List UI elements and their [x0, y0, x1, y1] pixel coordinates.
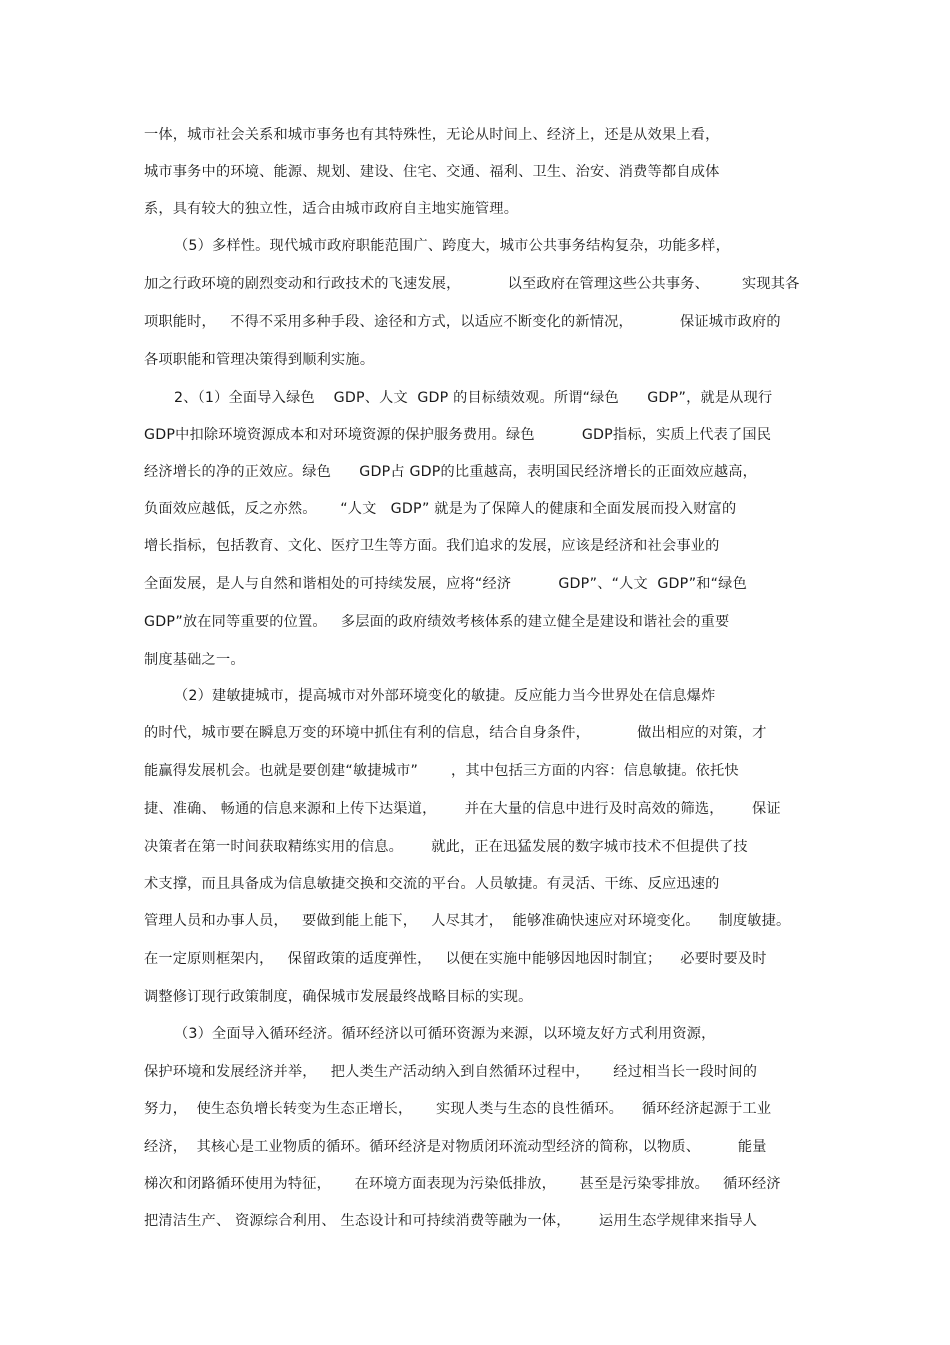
text-line: 管理人员和办事人员， 要做到能上能下， 人尽其才， 能够准确快速应对环境变化。 制度敏捷。 — [144, 913, 791, 929]
text-line: （3）全面导入循环经济。循环经济以可循环资源为来源，以环境友好方式利用资源， — [174, 1026, 716, 1042]
text-line: 在一定原则框架内， 保留政策的适度弹性， 以便在实施中能够因地因时制宜； 必要时要及时 — [144, 951, 767, 967]
text-line: 把清洁生产、 资源综合利用、 生态设计和可持续消费等融为一体， 运用生态学规律来指导人 — [144, 1213, 758, 1229]
text-line: 一体，城市社会关系和城市事务也有其特殊性，无论从时间上、经济上，还是从效果上看， — [144, 127, 720, 143]
text-line: GDP”放在同等重要的位置。 多层面的政府绩效考核体系的建立健全是建设和谐社会的重要 — [144, 614, 730, 630]
text-line: 系，具有较大的独立性，适合由城市政府自主地实施管理。 — [144, 201, 519, 217]
text-line: 努力， 使生态负增长转变为生态正增长， 实现人类与生态的良性循环。 循环经济起源于工业 — [144, 1101, 772, 1117]
text-line: 各项职能和管理决策得到顺利实施。 — [144, 352, 375, 368]
text-line: 经济， 其核心是工业物质的循环。循环经济是对物质闭环流动型经济的简称，以物质、 能量 — [144, 1139, 767, 1155]
text-line: 调整修订现行政策制度，确保城市发展最终战略目标的实现。 — [144, 989, 533, 1005]
text-line: （5）多样性。现代城市政府职能范围广、跨度大，城市公共事务结构复杂，功能多样， — [174, 238, 730, 254]
text-line: 制度基础之一。 — [144, 652, 245, 668]
text-line: 梯次和闭路循环使用为特征， 在环境方面表现为污染低排放， 甚至是污染零排放。 循环经济 — [144, 1176, 781, 1192]
text-line: 项职能时， 不得不采用多种手段、途径和方式，以适应不断变化的新情况， 保证城市政府的 — [144, 314, 781, 330]
text-line: 经济增长的净的正效应。绿色 GDP占 GDP的比重越高，表明国民经济增长的正面效应越高， — [144, 464, 758, 480]
text-line: GDP中扣除环境资源成本和对环境资源的保护服务费用。绿色 GDP指标，实质上代表了国民 — [144, 427, 772, 443]
text-line: 决策者在第一时间获取精练实用的信息。 就此，正在迅猛发展的数字城市技术不但提供了技 — [144, 839, 748, 855]
text-line: 负面效应越低，反之亦然。 “人文 GDP” 就是为了保障人的健康和全面发展而投入财富的 — [144, 501, 737, 517]
text-line: 2、（1）全面导入绿色 GDP、人文 GDP 的目标绩效观。所谓“绿色 GDP”，就是从现行 — [174, 390, 773, 406]
text-line: 加之行政环境的剧烈变动和行政技术的飞速发展， 以至政府在管理这些公共事务、 实现其各 — [144, 276, 800, 292]
text-line: 术支撑，而且具备成为信息敏捷交换和交流的平台。人员敏捷。有灵活、干练、反应迅速的 — [144, 876, 720, 892]
text-line: （2）建敏捷城市，提高城市对外部环境变化的敏捷。反应能力当今世界处在信息爆炸 — [174, 688, 716, 704]
text-line: 能赢得发展机会。也就是要创建“敏捷城市” ，其中包括三方面的内容：信息敏捷。依托快 — [144, 763, 739, 779]
text-line: 城市事务中的环境、能源、规划、建设、住宅、交通、福利、卫生、治安、消费等都自成体 — [144, 164, 720, 180]
text-line: 增长指标，包括教育、文化、医疗卫生等方面。我们追求的发展，应该是经济和社会事业的 — [144, 538, 720, 554]
text-line: 全面发展，是人与自然和谐相处的可持续发展，应将“经济 GDP”、“人文 GDP”和“绿色 — [144, 576, 747, 592]
text-line: 保护环境和发展经济并举， 把人类生产活动纳入到自然循环过程中， 经过相当长一段时间的 — [144, 1064, 758, 1080]
text-line: 捷、准确、 畅通的信息来源和上传下达渠道， 并在大量的信息中进行及时高效的筛选， 保证 — [144, 801, 781, 817]
text-line: 的时代，城市要在瞬息万变的环境中抓住有利的信息，结合自身条件， 做出相应的对策，才 — [144, 725, 767, 741]
